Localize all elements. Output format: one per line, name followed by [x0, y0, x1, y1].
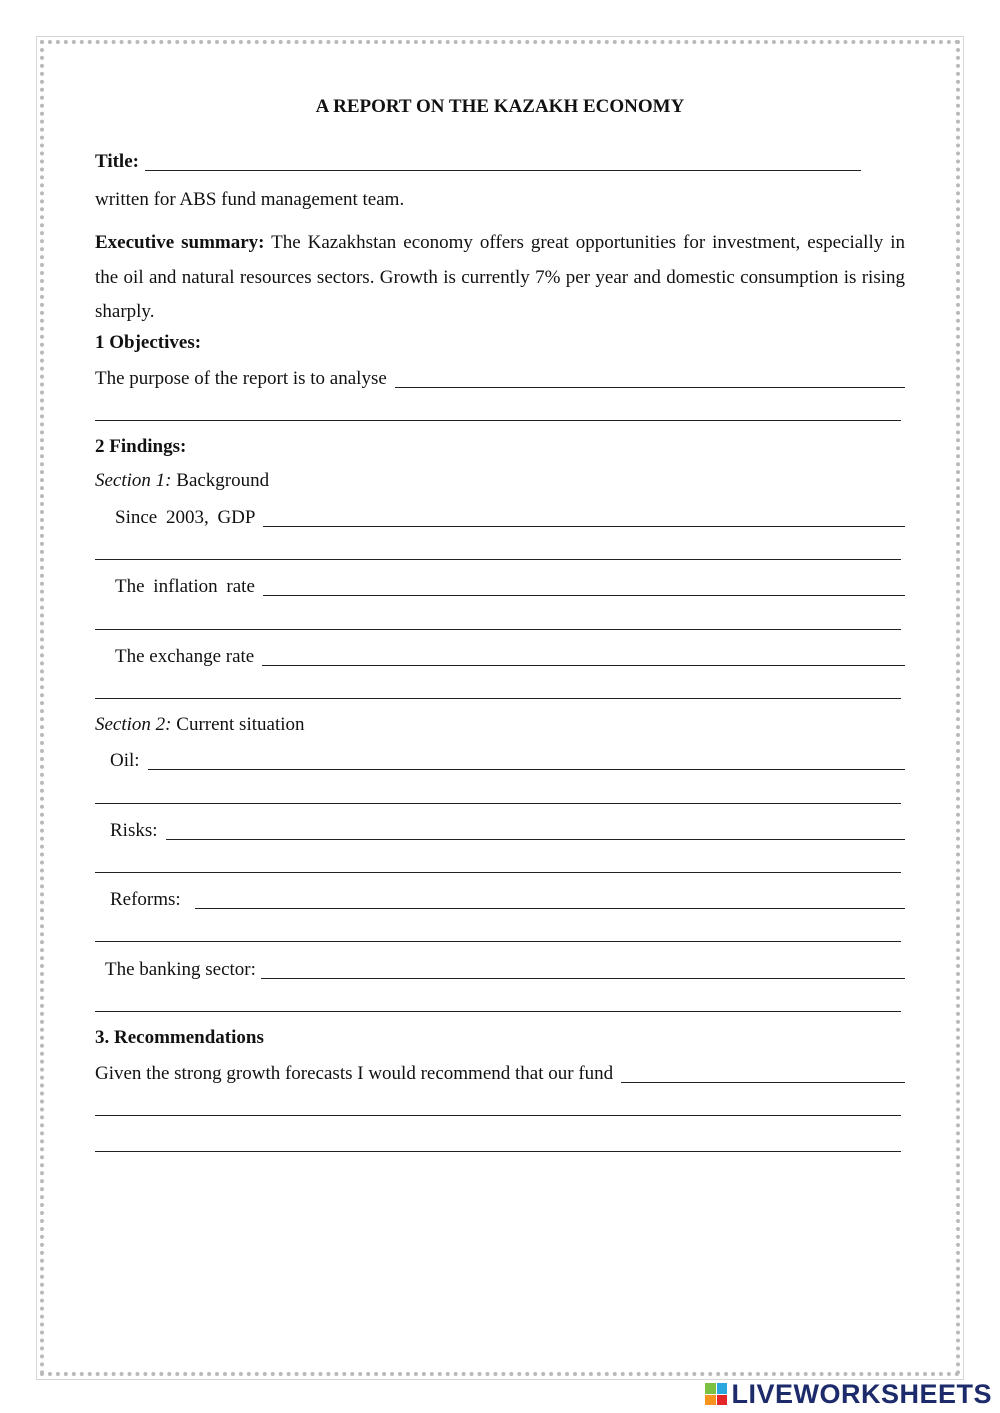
- executive-summary-label: Executive summary:: [95, 232, 265, 253]
- recommendations-prompt: Given the strong growth forecasts I would recommend that our fund: [95, 1063, 614, 1084]
- inflation-answer-line-2[interactable]: [95, 629, 901, 630]
- exchange-answer-line-2[interactable]: [95, 698, 901, 699]
- risks-row: [110, 819, 905, 840]
- inflation-answer-line[interactable]: [263, 575, 905, 596]
- banking-prompt: The banking sector:: [105, 959, 256, 980]
- section2-label: Section 2:: [95, 714, 172, 735]
- gdp-answer-line-2[interactable]: [95, 559, 901, 560]
- inflation-prompt: The inflation rate: [115, 576, 255, 597]
- title-answer-line[interactable]: [145, 150, 861, 171]
- executive-summary: [95, 226, 905, 330]
- written-for: written for ABS fund management team.: [95, 189, 405, 210]
- recommendations-answer-line-2[interactable]: [95, 1115, 901, 1116]
- objectives-answer-line-2[interactable]: [95, 420, 901, 421]
- objectives-heading: 1 Objectives:: [95, 332, 202, 353]
- liveworksheets-logo-icon: [705, 1383, 727, 1405]
- exchange-answer-line[interactable]: [262, 645, 905, 666]
- reforms-answer-line[interactable]: [195, 888, 905, 909]
- recommendations-heading: 3. Recommendations: [95, 1027, 264, 1048]
- section1-label: Section 1:: [95, 470, 172, 491]
- inflation-row: [115, 575, 905, 596]
- logo-text: LIVEWORKSHEETS: [731, 1378, 992, 1409]
- findings-heading: 2 Findings:: [95, 436, 187, 457]
- risks-prompt: Risks:: [110, 820, 158, 841]
- banking-row: [105, 958, 905, 979]
- section1-heading: [95, 471, 905, 490]
- objectives-answer-line[interactable]: [395, 367, 905, 388]
- risks-answer-line-2[interactable]: [95, 872, 901, 873]
- section2-title: Current situation: [176, 714, 305, 735]
- reforms-row: [110, 888, 905, 909]
- objectives-row: [95, 367, 905, 388]
- recommendations-row: [95, 1062, 905, 1083]
- title-label: Title:: [95, 151, 139, 172]
- oil-prompt: Oil:: [110, 750, 140, 771]
- banking-answer-line-2[interactable]: [95, 1011, 901, 1012]
- reforms-prompt: Reforms:: [110, 889, 181, 910]
- banking-answer-line[interactable]: [261, 958, 905, 979]
- oil-answer-line[interactable]: [148, 749, 905, 770]
- reforms-answer-line-2[interactable]: [95, 941, 901, 942]
- section2-heading: [95, 715, 905, 734]
- risks-answer-line[interactable]: [166, 819, 905, 840]
- section1-title: Background: [176, 470, 270, 491]
- exchange-row: [115, 645, 905, 666]
- liveworksheets-logo[interactable]: [705, 1378, 992, 1410]
- executive-summary-text: The Kazakhstan economy offers great opportunities for investment, especially in the oil and natural resources sectors. Growth is currently 7% per year and domestic consumption is rising sharply.: [95, 232, 905, 322]
- gdp-row: [115, 506, 905, 527]
- exchange-prompt: The exchange rate: [115, 646, 255, 667]
- recommendations-answer-line[interactable]: [621, 1062, 905, 1083]
- recommendations-answer-line-3[interactable]: [95, 1151, 901, 1152]
- objectives-prompt: The purpose of the report is to analyse: [95, 368, 387, 389]
- oil-row: [110, 749, 905, 770]
- page-title: A REPORT ON THE KAZAKH ECONOMY: [315, 96, 685, 117]
- gdp-answer-line[interactable]: [263, 506, 905, 527]
- title-row: [95, 150, 905, 171]
- oil-answer-line-2[interactable]: [95, 803, 901, 804]
- gdp-prompt: Since 2003, GDP: [115, 507, 256, 528]
